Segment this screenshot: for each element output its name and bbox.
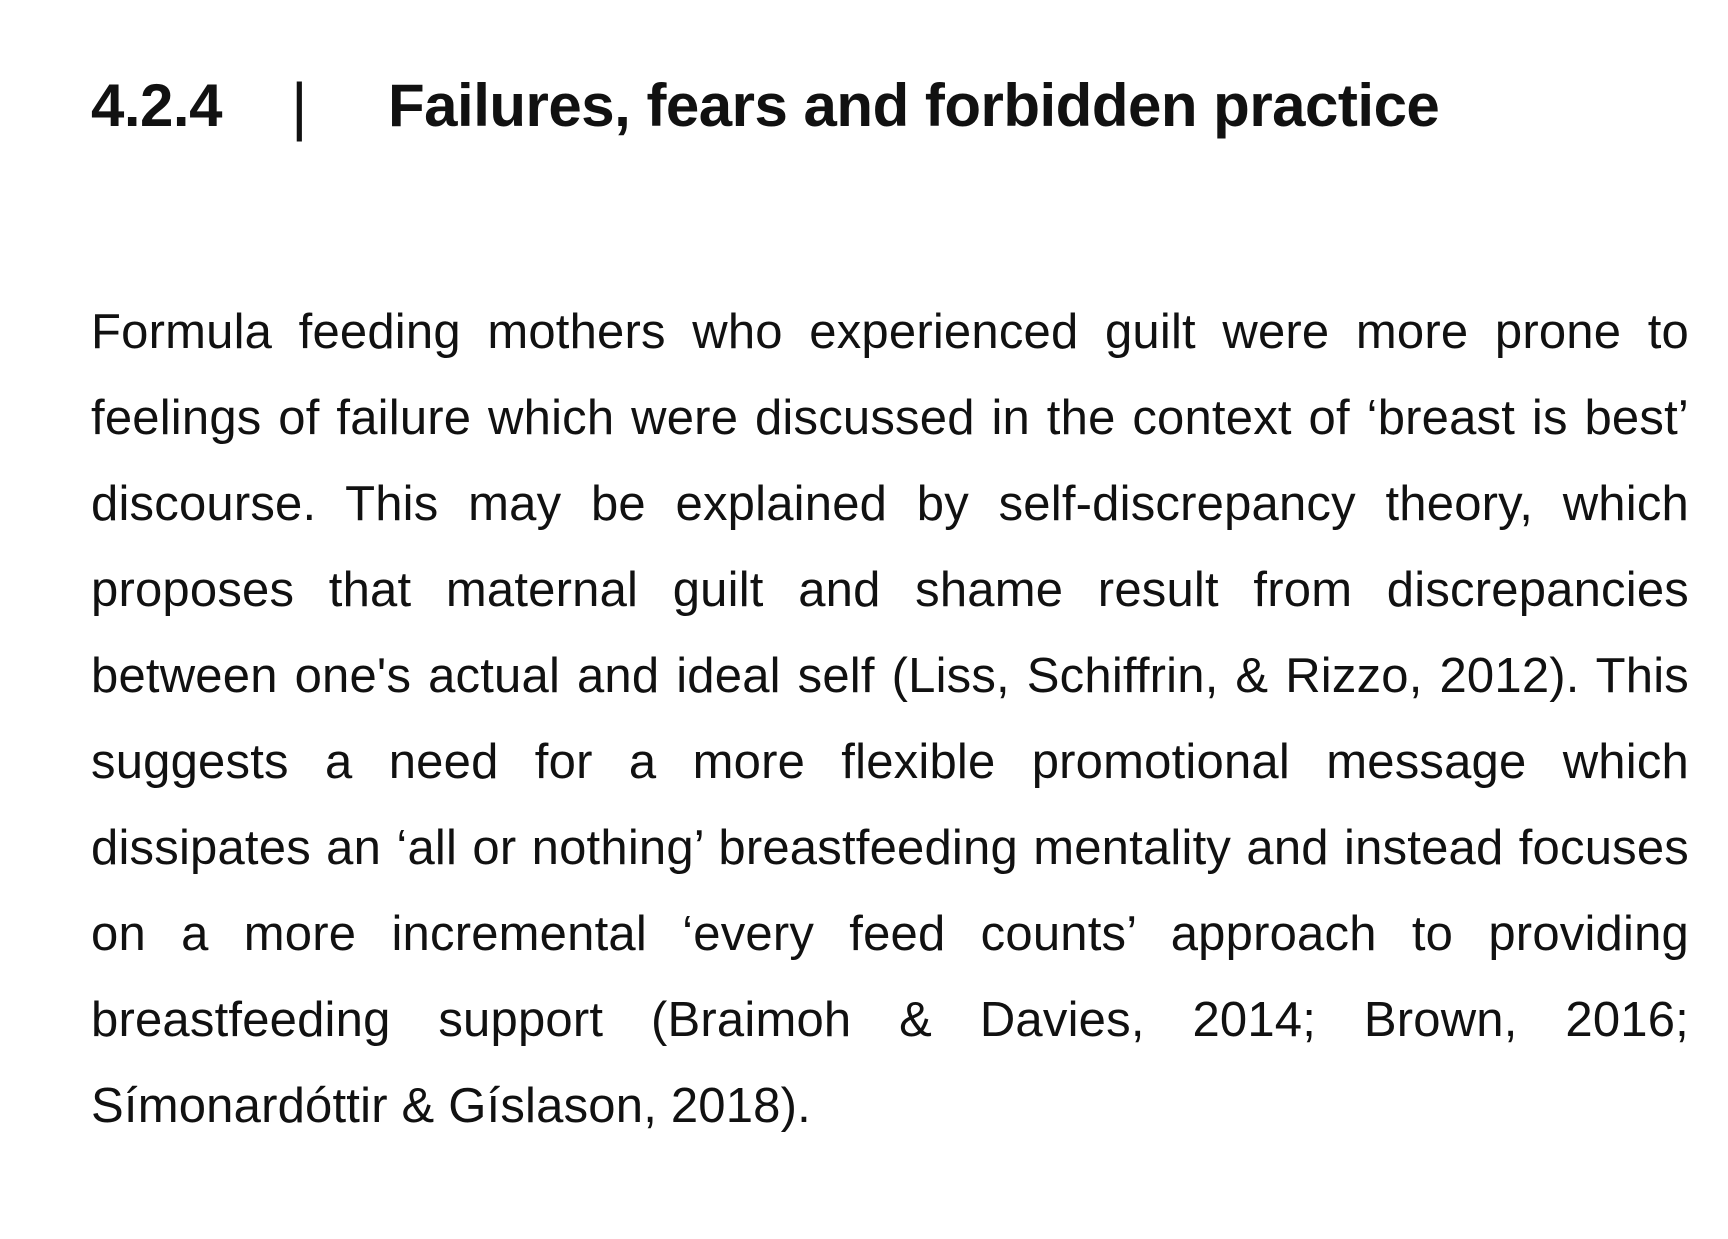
body-paragraph: Formula feeding mothers who experienced guilt were more prone to feelings of failure which were discussed in the context of ‘breast is best’ discourse. This may be explained by self-discrepancy theory, which proposes that maternal guilt and shame result from discrepancies between one's actual and ideal self (Liss, Schiffrin, & Rizzo, 2012). This suggests a need for a more flexible promotional message which dissipates an ‘all or nothing’ breastfeeding mentality and instead focuses on a more incremental ‘every feed counts’ approach to providing breastfeeding support (Braimoh & Davies, 2014; Brown, 2016; Símonardóttir & Gíslason, 2018). bbox=[91, 305, 1689, 1133]
document-page bbox=[91, 0, 1689, 1239]
section-heading bbox=[91, 66, 1439, 146]
section-separator: | bbox=[291, 70, 308, 142]
section-number: 4.2.4 bbox=[91, 72, 222, 139]
section-title: Failures, fears and forbidden practice bbox=[388, 72, 1440, 139]
